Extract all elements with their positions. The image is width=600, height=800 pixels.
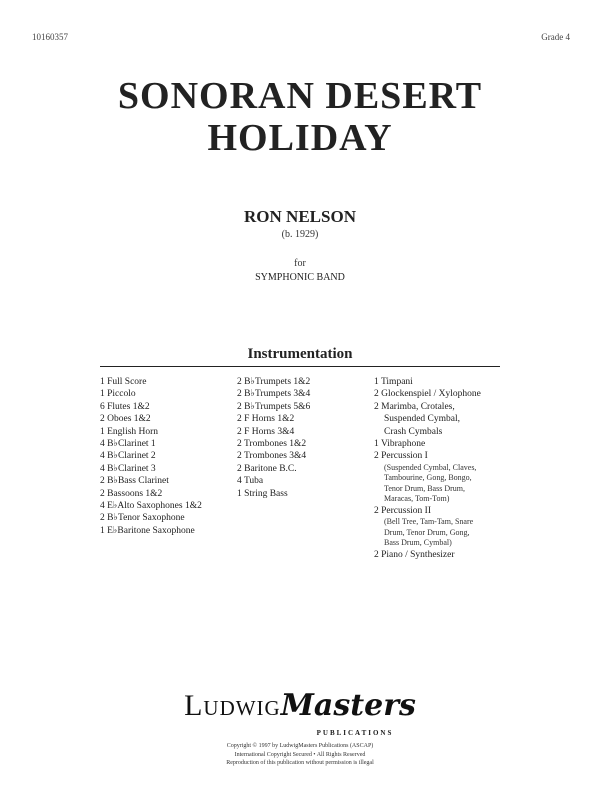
percussion-detail: Tenor Drum, Bass Drum, <box>384 483 465 493</box>
instrument-item: 2 Piano / Synthesizer <box>374 549 455 560</box>
instrument-item-continued: Crash Cymbals <box>384 426 443 437</box>
instrument-item: 1 Full Score <box>100 377 147 387</box>
composer-name: RON NELSON <box>244 207 356 226</box>
instrument-item: 2 B♭Trumpets 5&6 <box>237 401 311 412</box>
instrument-item: 2 B♭Tenor Saxophone <box>100 513 185 524</box>
instrument-item: 4 Tuba <box>237 476 264 487</box>
instrument-column-3 <box>374 376 514 561</box>
instrument-item: 1 Timpani <box>374 377 413 387</box>
instrument-item: 4 B♭Clarinet 1 <box>100 439 156 450</box>
instrument-column-1 <box>100 376 235 537</box>
catalog-number: 10160357 <box>32 32 68 42</box>
title-line-2: HOLIDAY <box>207 117 393 159</box>
logo-subtitle <box>0 729 600 737</box>
instrument-item: 2 Percussion II <box>374 505 431 516</box>
instrument-item: 1 Piccolo <box>100 389 136 400</box>
publisher-logo <box>0 690 600 722</box>
instrumentation-heading: Instrumentation <box>247 346 353 362</box>
percussion-detail: Tambourine, Gong, Bongo, <box>384 473 472 483</box>
for-label: for <box>294 258 306 269</box>
instrument-item: 2 B♭Trumpets 3&4 <box>237 389 311 400</box>
instrument-item: 1 English Horn <box>100 426 159 437</box>
instrument-item: 2 Marimba, Crotales, <box>374 401 455 412</box>
copyright-line: Copyright © 1997 by LudwigMasters Publications (ASCAP) <box>226 743 374 749</box>
instrument-item: 2 Bassoons 1&2 <box>100 488 163 499</box>
instrument-item: 2 F Horns 3&4 <box>237 426 295 437</box>
page-title <box>0 75 600 159</box>
copyright-line: International Copyright Secured • All Rights Reserved <box>234 751 366 758</box>
instrument-item: 2 Glockenspiel / Xylophone <box>374 389 481 400</box>
percussion-detail: Maracas, Tom-Tom) <box>384 494 450 504</box>
logo-ludwig-text: Ludwig <box>184 689 281 722</box>
instrument-item: 1 String Bass <box>237 488 288 499</box>
instrument-item: 2 Percussion I <box>374 451 428 462</box>
composer-lifespan: (b. 1929) <box>281 229 319 240</box>
instrument-item: 4 B♭Clarinet 2 <box>100 451 156 462</box>
percussion-detail: Drum, Tenor Drum, Gong, <box>384 527 470 537</box>
percussion-detail: (Suspended Cymbal, Claves, <box>384 462 477 472</box>
instrument-item: 2 B♭Trumpets 1&2 <box>237 377 311 387</box>
instrument-item: 2 F Horns 1&2 <box>237 414 295 425</box>
logo-publications-text: PUBLICATIONS <box>316 729 394 737</box>
instrument-column-2 <box>237 376 372 500</box>
copyright-line: Reproduction of this publication without permission is illegal <box>226 760 374 766</box>
instrument-item: 1 Vibraphone <box>374 439 426 450</box>
percussion-detail: Bass Drum, Cymbal) <box>384 538 452 548</box>
instrument-item: 4 B♭Clarinet 3 <box>100 463 156 474</box>
percussion-detail: (Bell Tree, Tam-Tam, Snare <box>384 517 474 527</box>
instrument-item: 1 E♭Baritone Saxophone <box>100 525 195 536</box>
instrument-item: 2 Oboes 1&2 <box>100 414 151 425</box>
instrument-item: 2 Baritone B.C. <box>237 463 297 474</box>
grade-label: Grade 4 <box>541 32 570 42</box>
instrument-item: 6 Flutes 1&2 <box>100 401 150 412</box>
copyright-notice <box>0 742 600 768</box>
instrument-item: 4 E♭Alto Saxophones 1&2 <box>100 501 202 512</box>
title-line-1: SONORAN DESERT <box>117 75 483 117</box>
ensemble-label: SYMPHONIC BAND <box>255 272 345 283</box>
instrument-item-continued: Suspended Cymbal, <box>384 414 460 425</box>
instrument-item: 2 Trombones 1&2 <box>237 439 307 450</box>
logo-masters-text: Masters <box>280 688 416 723</box>
instrument-item: 2 Trombones 3&4 <box>237 451 307 462</box>
instrument-item: 2 B♭Bass Clarinet <box>100 476 169 487</box>
instrumentation-divider <box>100 366 500 367</box>
